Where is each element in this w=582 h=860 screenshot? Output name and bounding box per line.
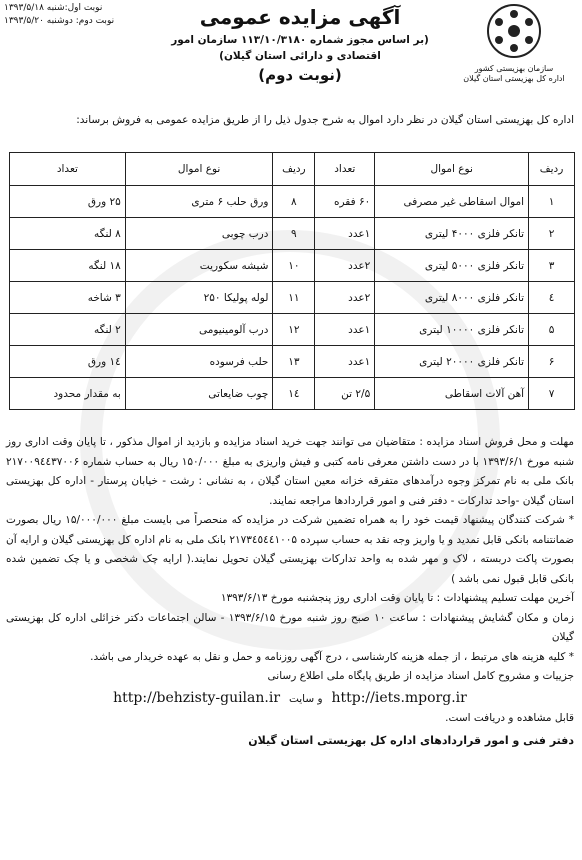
table-cell: ۷ (529, 378, 575, 410)
table-cell: ۱۲ (273, 314, 315, 346)
assets-table (9, 152, 575, 410)
table-cell: ۱عدد (315, 218, 375, 250)
notice-title: آگهی مزایده عمومی (199, 5, 401, 29)
table-cell: ۲ لنگه (10, 314, 126, 346)
table-cell: ۳ شاخه (10, 282, 126, 314)
header-cell: نوع اموال (375, 153, 529, 186)
first-round-date: نوبت اول:شنبه ۱۳۹۳/۵/۱۸ (4, 3, 103, 13)
logo-org-text: سازمان بهزیستی کشور (474, 64, 554, 73)
footer-signature: دفتر فنی و امور قراردادهای اداره کل بهزیستی استان گیلان (248, 733, 574, 747)
table-cell: ۸ لنگه (10, 218, 126, 250)
table-row (10, 378, 575, 410)
logo-dept-text: اداره کل بهزیستی استان گیلان (463, 74, 565, 83)
table-cell: به مقدار محدود (10, 378, 126, 410)
costs-paragraph: * کلیه هزینه های مرتبط ، از جمله هزینه کارشناسی ، درج آگهی روزنامه و حمل و نقل به عهده خریدار می باشد. (90, 650, 574, 663)
websites-line (6, 689, 574, 710)
table-cell: تانکر فلزی ۱۰۰۰۰ لیتری (375, 314, 529, 346)
table-row (10, 314, 575, 346)
table-cell: تانکر فلزی ۸۰۰۰ لیتری (375, 282, 529, 314)
notice-body (6, 433, 574, 750)
table-cell: ٤ (529, 282, 575, 314)
table-cell: ۱٤ ورق (10, 346, 126, 378)
table-cell: ۱۰ (273, 250, 315, 282)
table-cell: ۱ (529, 186, 575, 218)
table-cell: آهن آلات اسقاطی (375, 378, 529, 410)
behzisti-logo (458, 2, 570, 100)
table-cell: اموال اسقاطی غیر مصرفی (375, 186, 529, 218)
table-cell: ۲۵ ورق (10, 186, 126, 218)
table-cell: ۲عدد (315, 282, 375, 314)
table-cell: حلب فرسوده (125, 346, 273, 378)
deadline-paragraph: آخرین مهلت تسلیم پیشنهادات : تا پایان وقت اداری روز پنجشنبه مورخ ۱۳۹۳/۶/۱۳ (220, 592, 574, 604)
table-cell: ۱عدد (315, 346, 375, 378)
second-round-date: نوبت دوم: دوشنبه ۱۳۹۳/۵/۲۰ (4, 16, 115, 26)
header-cell: تعداد (315, 153, 375, 186)
table-cell: ۱٤ (273, 378, 315, 410)
table-cell: ۱۱ (273, 282, 315, 314)
table-cell: ورق حلب ۶ متری (125, 186, 273, 218)
details-paragraph: جزییات و مشروح کامل اسناد مزایده از طریق پایگاه ملی اطلاع رسانی (267, 670, 574, 682)
table-cell: ۲/۵ تن (315, 378, 375, 410)
table-cell: ۱عدد (315, 314, 375, 346)
table-cell: درب چوبی (125, 218, 273, 250)
table-cell: ۹ (273, 218, 315, 250)
table-cell: لوله پولیکا ۲۵۰ (125, 282, 273, 314)
table-cell: ۱۳ (273, 346, 315, 378)
table-row (10, 282, 575, 314)
sale-terms-paragraph: مهلت و محل فروش اسناد مزایده : متقاضیان می توانند جهت خرید اسناد مزایده و بازدید از اموال مذکور ، تا پایان وقت اداری روز شنبه مورخ ۱۳۹۳/۶/۱ با در دست داشتن معرفی نامه کتبی و فیش واریزی به مبلغ ۱۵۰/۰۰۰ ریال به حساب شماره ۲۱۷۰۰۹٤٤۳۷۰۰۶ بانک ملی به نام تمرکز وجوه درآمدهای متفرقه خزانه معین استان گیلان ، به نشانی : رشت - خیابان پرستار - اداره کل بهزیستی استان گیلان -واحد تدارکات - دفتر فنی و امور قراردادها مراجعه نمایند. (6, 436, 574, 507)
table-cell: ۲ (529, 218, 575, 250)
table-cell: ۱۸ لنگه (10, 250, 126, 282)
table-cell: چوب ضایعاتی (125, 378, 273, 410)
header-cell: تعداد (10, 153, 126, 186)
header-cell: ردیف (273, 153, 315, 186)
table-cell: تانکر فلزی ۲۰۰۰۰ لیتری (375, 346, 529, 378)
table-cell: شیشه سکوریت (125, 250, 273, 282)
header-cell: ردیف (529, 153, 575, 186)
available-paragraph: قابل مشاهده و دریافت است. (445, 712, 574, 724)
table-cell: ۸ (273, 186, 315, 218)
table-cell: ۲عدد (315, 250, 375, 282)
table-cell: ۶۰ فقره (315, 186, 375, 218)
header-cell: نوع اموال (125, 153, 273, 186)
notice-subtitle: (بر اساس مجوز شماره ۱۱۳/۱۰/۳۱۸۰ سازمان امور اقتصادی و دارائی استان گیلان) (171, 34, 429, 62)
notice-header (150, 2, 450, 86)
website-link-behzisti[interactable]: http://behzisty-guilan.ir (113, 689, 281, 706)
table-cell: ۳ (529, 250, 575, 282)
guarantee-paragraph: * شرکت کنندگان پیشنهاد قیمت خود را به همراه تضمین شرکت در مزایده که منحصراً می بایست مبلغ ۱۵/۰۰۰/۰۰۰ ریال بصورت ضمانتنامه بانکی قابل تمدید و یا واریز وجه نقد به حساب سپرده ۲۱۷۳٤٥٤٤۱۰۰۵ بانک ملی به نام اداره کل بهزیستی گیلان و ارایه آن بصورت پاکت دربسته ، لاک و مهر شده به واحد تدارکات بهزیستی گیلان تحویل نمایند.( ارایه چک شخصی و یا چک تضمین شده بانکی قابل قبول نمی باشد ) (6, 514, 574, 585)
notice-round: (نوبت دوم) (258, 66, 342, 84)
website-link-iets[interactable]: http://iets.mporg.ir (331, 689, 467, 706)
website-and-text: و سایت (288, 692, 323, 705)
table-cell: ۶ (529, 346, 575, 378)
table-row (10, 250, 575, 282)
opening-paragraph: زمان و مکان گشایش پیشنهادات : ساعت ۱۰ صبح روز شنبه مورخ ۱۳۹۳/۶/۱۵ - سالن اجتماعات دکتر خزائلی اداره کل بهزیستی گیلان (6, 611, 574, 643)
table-row (10, 186, 575, 218)
table-cell: تانکر فلزی ۵۰۰۰ لیتری (375, 250, 529, 282)
table-cell: ۵ (529, 314, 575, 346)
table-row (10, 346, 575, 378)
table-cell: درب آلومینیومی (125, 314, 273, 346)
publication-dates (4, 2, 154, 28)
table-cell: تانکر فلزی ۴۰۰۰ لیتری (375, 218, 529, 250)
table-row (10, 218, 575, 250)
table-body (10, 186, 575, 410)
intro-text: اداره کل بهزیستی استان گیلان در نظر دارد اموال به شرح جدول ذیل را از طریق مزایده عمومی به فروش برساند: (76, 114, 574, 126)
table-header-row (10, 153, 575, 186)
logo-emblem-icon (485, 2, 543, 60)
